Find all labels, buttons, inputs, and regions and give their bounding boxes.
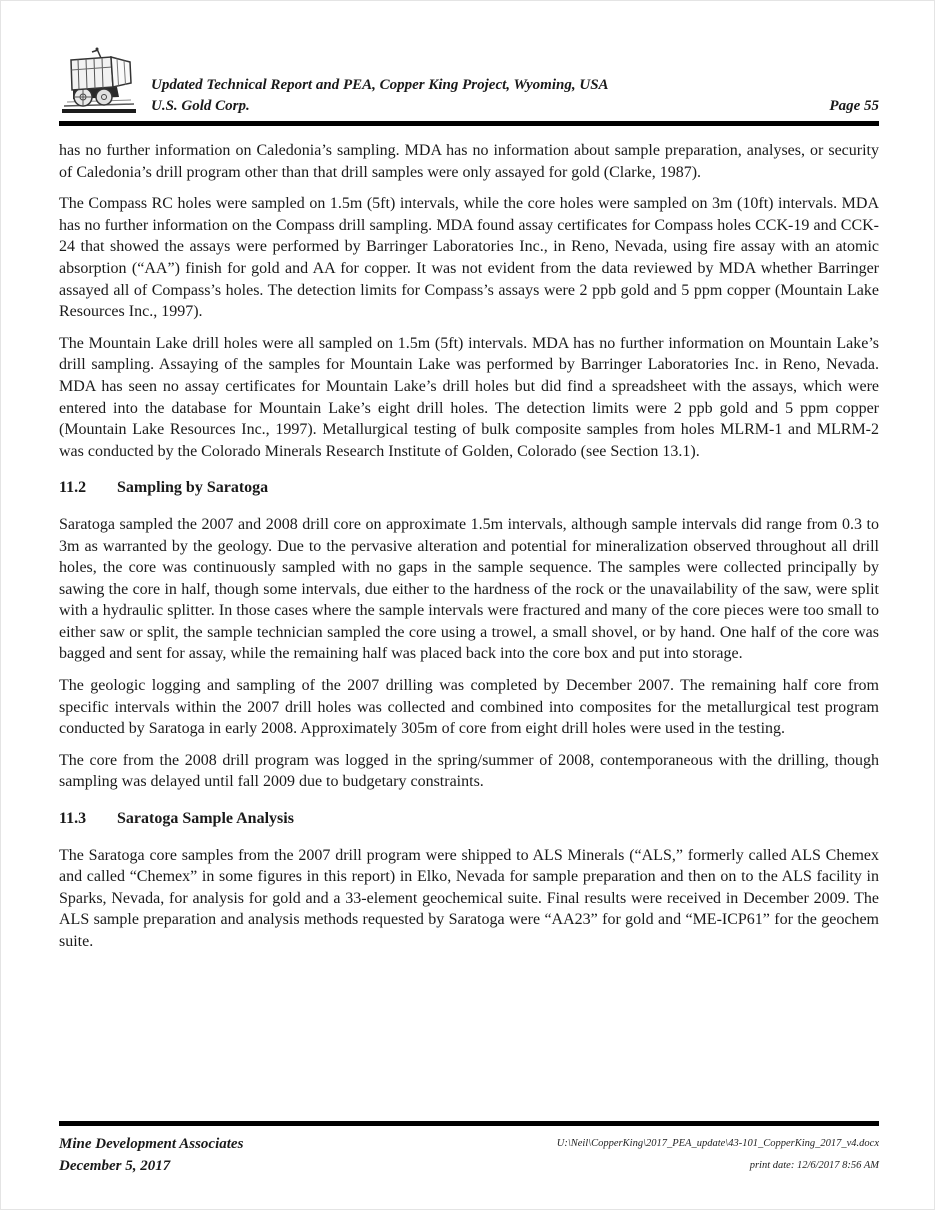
section-number: 11.3 [59, 810, 87, 828]
header-titles [151, 75, 879, 119]
section-title: Saratoga Sample Analysis [117, 810, 294, 828]
paragraph: The Compass RC holes were sampled on 1.5m (5ft) intervals, while the core holes were sampled on 3m (10ft) intervals. MDA has no further information on the Compass drill sampling. MDA found assay certificates for Compass holes CCK-19 and CCK-24 that showed the assays were performed by Barringer Laboratories Inc., in Reno, Nevada, using fire assay with an atomic absorption (“AA”) finish for gold and AA for copper. It was not evident from the data reviewed by MDA whether Barringer assayed all of Compass’s holes. The detection limits for Compass’s assays were 2 ppb gold and 5 ppm copper (Mountain Lake Resources Inc., 1997). [59, 195, 879, 321]
footer-print-date: print date: 12/6/2017 8:56 AM [749, 1160, 879, 1171]
paragraph: Saratoga sampled the 2007 and 2008 drill core on approximate 1.5m intervals, although sample intervals did range from 0.3 to 3m as warranted by the geology. Due to the pervasive alteration and potential for mineralization observed throughout all drill holes, the core was continuously sampled with no gaps in the sample sequence. The samples were collected principally by sawing the core in half, though some intervals, due either to the hardness of the rock or the unavailability of the saw, were split with a hydraulic splitter. In those cases where the sample intervals were fractured and many of the core pieces were too small to either saw or split, the sample technician sampled the core using a trowel, a small shovel, or by hand. One half of the core was bagged and sent for assay, while the remaining half was placed back into the core box and put into storage. [59, 515, 879, 663]
paragraph: The Mountain Lake drill holes were all sampled on 1.5m (5ft) intervals. MDA has no further information on Mountain Lake’s drill sampling. Assaying of the samples for Mountain Lake was performed by Barringer Laboratories Inc. in Reno, Nevada. MDA has seen no assay certificates for Mountain Lake’s drill holes but did find a spreadsheet with the assays, which were entered into the database for Mountain Lake’s eight drill holes. The detection limits were 2 ppb gold and 5 ppm copper (Mountain Lake Resources Inc., 1997). Metallurgical testing of bulk composite samples from holes MLRM-1 and MLRM-2 was conducted by the Colorado Minerals Research Institute of Golden, Colorado (see Section 13.1). [59, 334, 879, 460]
section-heading-11-2 [59, 477, 879, 499]
paragraph: The core from the 2008 drill program was logged in the spring/summer of 2008, contemporaneous with the drilling, though sampling was delayed until fall 2009 due to budgetary constraints. [59, 751, 879, 791]
footer-file-path: U:\Neil\CopperKing\2017_PEA_update\43-101_CopperKing_2017_v4.docx [556, 1138, 879, 1149]
page-number: Page 55 [829, 98, 879, 114]
footer-date: December 5, 2017 [59, 1158, 171, 1174]
footer-right-block [557, 1133, 879, 1177]
document-body [59, 140, 879, 953]
section-heading-11-3 [59, 808, 879, 830]
section-title: Sampling by Saratoga [117, 479, 269, 497]
report-title: Updated Technical Report and PEA, Copper King Project, Wyoming, USA [151, 77, 609, 93]
company-name: U.S. Gold Corp. [151, 98, 250, 114]
paragraph: The geologic logging and sampling of the 2007 drilling was completed by December 2007. The remaining half core from specific intervals within the 2007 drill holes was collected and combined into composites for the metallurgical test program conducted by Saratoga in early 2008. Approximately 305m of core from eight drill holes were used in the testing. [59, 677, 879, 738]
footer-left-block [59, 1133, 243, 1177]
page-header [59, 1, 879, 119]
footer-divider [59, 1121, 879, 1126]
paragraph: The Saratoga core samples from the 2007 drill program were shipped to ALS Minerals (“ALS,” formerly called ALS Chemex and called “Chemex” in some figures in this report) in Elko, Nevada for sample preparation and then on to the ALS facility in Sparks, Nevada, for analysis for gold and a 33-element geochemical suite. Final results were received in December 2009. The ALS sample preparation and analysis methods requested by Saratoga were “AA23” for gold and “ME-ICP61” for the geochem suite. [59, 846, 879, 950]
paragraph: has no further information on Caledonia’s sampling. MDA has no information about sample preparation, analyses, or security of Caledonia’s drill program other than that drill samples were only assayed for gold (Clarke, 1987). [59, 142, 879, 181]
mine-cart-logo-icon [59, 45, 139, 119]
header-divider [59, 121, 879, 126]
page-footer [59, 1121, 879, 1177]
footer-company: Mine Development Associates [59, 1136, 244, 1152]
section-number: 11.2 [59, 479, 87, 497]
